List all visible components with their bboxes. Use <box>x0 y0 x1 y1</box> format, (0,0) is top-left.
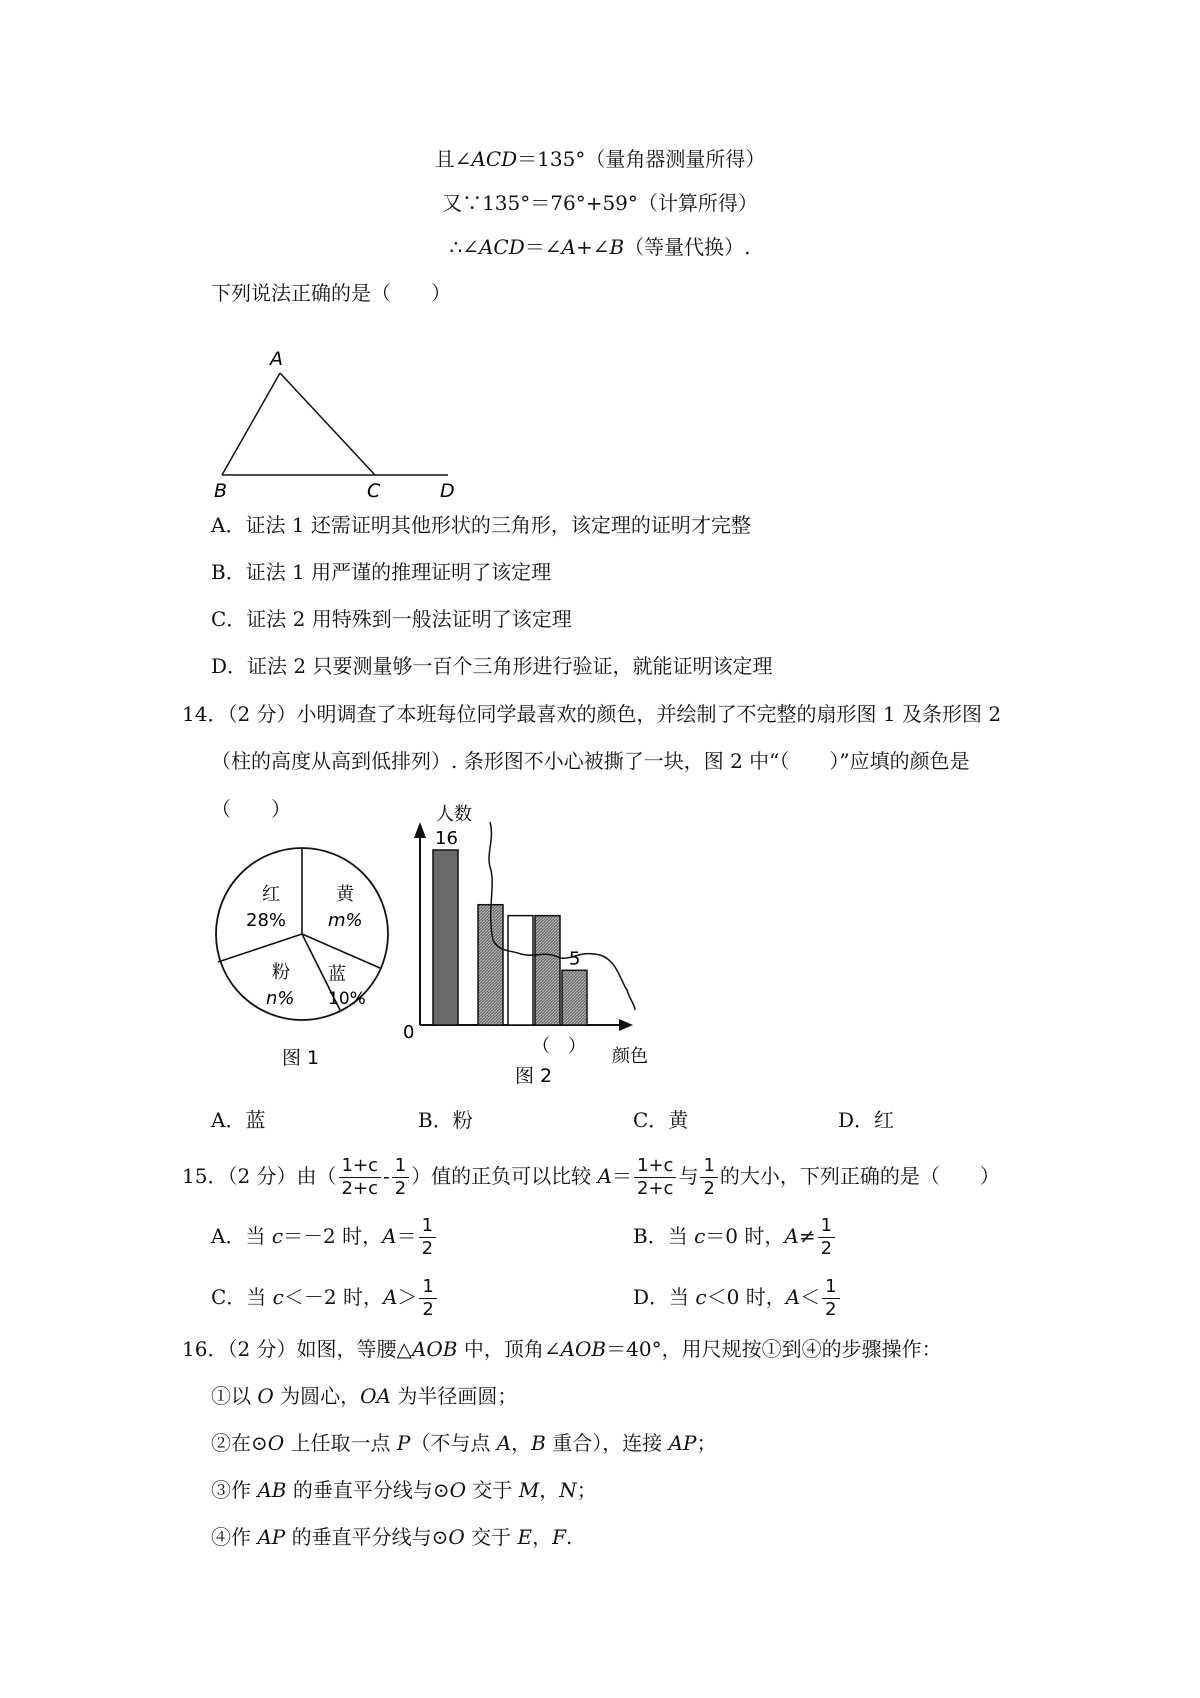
bar-chart <box>395 800 680 1085</box>
denominator: 2 <box>422 1299 434 1320</box>
text: ； <box>576 1478 597 1502</box>
var: c <box>271 1224 284 1248</box>
triangle-figure <box>200 335 470 500</box>
bars-group <box>433 828 587 1025</box>
fraction <box>822 1276 839 1321</box>
text: ＝ <box>396 1224 417 1248</box>
text: ； <box>696 1431 717 1455</box>
q14-option-d: D．红 <box>838 1108 895 1132</box>
denominator: 2 <box>820 1238 833 1259</box>
var: N <box>559 1478 577 1502</box>
var: A <box>785 1285 801 1309</box>
y-axis-label: 人数 <box>436 804 472 825</box>
bar-value-label-first: 16 <box>435 828 458 849</box>
denominator: 2+c <box>341 1178 378 1199</box>
blank-label: （ ） <box>532 1036 586 1057</box>
fraction <box>419 1215 436 1260</box>
denominator: 2+c <box>637 1178 674 1199</box>
q14-line-2: （柱的高度从高到低排列）. 条形图不小心被撕了一块，图 2 中“（ ）”应填的颜色是 <box>211 749 970 773</box>
var: O <box>448 1525 465 1549</box>
text: ③作 <box>211 1478 258 1502</box>
pie-caption: 图 1 <box>282 1047 320 1069</box>
var: c <box>695 1285 707 1309</box>
proof-line-1 <box>0 145 1200 173</box>
q16-step-1 <box>211 1382 517 1410</box>
text: ， <box>532 1525 553 1549</box>
denominator: 2 <box>421 1238 434 1259</box>
q15-stem <box>182 1150 1000 1202</box>
fraction <box>339 1155 381 1200</box>
pie-chart <box>210 840 410 1080</box>
pie-label-yellow: 黄 <box>336 884 354 905</box>
text: ＜－2 时， <box>283 1285 383 1309</box>
q15-option-d <box>633 1271 842 1323</box>
bar-caption: 图 2 <box>515 1065 553 1085</box>
text: ＞ <box>397 1285 418 1309</box>
q13-stem: 下列说法正确的是（ ） <box>211 281 451 305</box>
q14-option-c: C．黄 <box>633 1108 689 1132</box>
fraction <box>392 1155 409 1200</box>
fraction <box>700 1155 717 1200</box>
numerator: 1 <box>822 1276 839 1299</box>
label-b: B <box>214 480 228 500</box>
text: 的大小，下列正确的是（ ） <box>719 1164 1000 1188</box>
text: 中，顶角∠ <box>457 1337 561 1361</box>
text: ， <box>511 1431 532 1455</box>
var: ACD <box>478 235 525 259</box>
label-d: D <box>440 480 455 500</box>
var: AOB <box>411 1337 458 1361</box>
var: O <box>267 1431 285 1455</box>
x-axis-label: 颜色 <box>612 1046 648 1067</box>
var: O <box>449 1478 467 1502</box>
var: M <box>518 1478 540 1502</box>
text: ≠ <box>798 1224 816 1248</box>
text: 的垂直平分线与⊙ <box>286 1478 450 1502</box>
q14-line-1: 14．（2 分）小明调查了本班每位同学最喜欢的颜色，并绘制了不完整的扇形图 1 及条形图 2 <box>182 702 1002 726</box>
side-ac <box>280 373 375 475</box>
numerator: 1 <box>419 1276 436 1299</box>
pie-label-pink: 粉 <box>272 962 290 983</box>
pie-pct-pink: n% <box>266 988 295 1009</box>
q13-option-a: A．证法 1 还需证明其他形状的三角形，该定理的证明才完整 <box>211 513 751 537</box>
text: ∴∠ <box>449 235 479 259</box>
var: E <box>517 1525 533 1549</box>
var: OA <box>360 1384 391 1408</box>
text: （等量代换）. <box>624 235 751 259</box>
var: A <box>496 1431 512 1455</box>
text: A．当 <box>211 1224 272 1248</box>
numerator: 1 <box>419 1215 436 1238</box>
text: B．当 <box>633 1224 695 1248</box>
bar-4 <box>535 916 560 1025</box>
pie-pct-red: 28% <box>246 910 287 931</box>
q13-option-b: B．证法 1 用严谨的推理证明了该定理 <box>211 560 552 584</box>
text: C．当 <box>211 1285 273 1309</box>
text: ）值的正负可以比较 <box>411 1164 598 1188</box>
q16-step-3 <box>211 1476 597 1504</box>
q15-option-a <box>211 1210 438 1262</box>
proof-line-2: 又∵135°＝76°+59°（计算所得） <box>442 191 758 215</box>
text: 为圆心， <box>273 1384 361 1408</box>
text: ②在⊙ <box>211 1431 268 1455</box>
var: A <box>597 1164 612 1188</box>
label-a: A <box>270 348 283 370</box>
q15-option-b <box>633 1210 837 1262</box>
text: . <box>566 1525 573 1549</box>
text: ④作 <box>211 1525 258 1549</box>
var: AP <box>257 1525 286 1549</box>
var: O <box>257 1384 274 1408</box>
var: A <box>382 1224 397 1248</box>
var: B <box>609 235 625 259</box>
var: c <box>694 1224 706 1248</box>
label-c: C <box>367 480 381 500</box>
fraction <box>419 1276 436 1321</box>
text: ＝∠ <box>524 235 562 259</box>
proof-line-3 <box>0 233 1200 261</box>
text: D．当 <box>633 1285 696 1309</box>
var: A <box>382 1285 398 1309</box>
var: A <box>784 1224 799 1248</box>
var: AB <box>257 1478 287 1502</box>
denominator: 2 <box>394 1178 407 1199</box>
q16-step-4 <box>211 1523 572 1551</box>
q16-stem <box>182 1335 942 1363</box>
text: 的垂直平分线与⊙ <box>285 1525 449 1549</box>
q13-option-d: D．证法 2 只要测量够一百个三角形进行验证，就能证明该定理 <box>211 654 773 678</box>
denominator: 2 <box>703 1178 715 1199</box>
text: ＝ <box>612 1164 632 1188</box>
bar-value-label-last: 5 <box>569 948 581 970</box>
text: ＝0 时， <box>705 1224 785 1248</box>
pie-label-red: 红 <box>262 884 280 905</box>
text: 15．（2 分）由（ <box>182 1164 337 1188</box>
origin-label: 0 <box>403 1022 415 1043</box>
q14-option-b: B．粉 <box>418 1108 473 1132</box>
text: ＜0 时， <box>706 1285 786 1309</box>
var: P <box>396 1431 411 1455</box>
pie-pct-blue: 10% <box>328 989 366 1009</box>
pie-label-blue: 蓝 <box>328 964 346 985</box>
q14-line-3: （ ） <box>211 797 291 821</box>
var: ACD <box>471 147 518 171</box>
text: 16．（2 分）如图，等腰△ <box>182 1337 412 1361</box>
q14-option-a: A．蓝 <box>211 1108 266 1132</box>
var: F <box>552 1525 567 1549</box>
numerator: 1+c <box>339 1155 381 1178</box>
denominator: 2 <box>825 1299 837 1320</box>
x-axis-arrow-icon <box>619 1019 633 1031</box>
q16-step-2 <box>211 1429 717 1457</box>
numerator: 1 <box>392 1155 409 1178</box>
text: 为半径画圆； <box>390 1384 518 1408</box>
text: +∠ <box>575 235 610 259</box>
fraction <box>818 1215 835 1260</box>
text: 与 <box>678 1164 699 1188</box>
side-ab <box>222 373 280 475</box>
text: ＜ <box>800 1285 821 1309</box>
text: ， <box>539 1478 560 1502</box>
text: ＝40°，用尺规按①到④的步骤操作： <box>606 1337 942 1361</box>
var: AOB <box>560 1337 607 1361</box>
text: 且∠ <box>434 147 472 171</box>
text: 上任取一点 <box>284 1431 397 1455</box>
fraction <box>634 1155 676 1200</box>
text: ＝135°（量角器测量所得） <box>517 147 766 171</box>
y-axis-arrow-icon <box>414 822 426 838</box>
bar-1 <box>433 850 458 1025</box>
var: AP <box>668 1431 697 1455</box>
pie-pct-yellow: m% <box>328 910 363 931</box>
text: 重合），连接 <box>545 1431 669 1455</box>
numerator: 1 <box>818 1215 835 1238</box>
var: c <box>272 1285 284 1309</box>
var: B <box>531 1431 546 1455</box>
q15-option-c <box>211 1271 439 1323</box>
text: ①以 <box>211 1384 258 1408</box>
var: A <box>561 235 576 259</box>
text: ＝－2 时， <box>283 1224 383 1248</box>
text: （不与点 <box>410 1431 497 1455</box>
numerator: 1 <box>700 1155 717 1178</box>
bar-5 <box>562 970 587 1025</box>
q13-option-c: C．证法 2 用特殊到一般法证明了该定理 <box>211 607 572 631</box>
bar-3 <box>508 916 533 1025</box>
text: 交于 <box>466 1478 519 1502</box>
numerator: 1+c <box>634 1155 676 1178</box>
text: - <box>382 1164 390 1188</box>
text: 交于 <box>464 1525 518 1549</box>
